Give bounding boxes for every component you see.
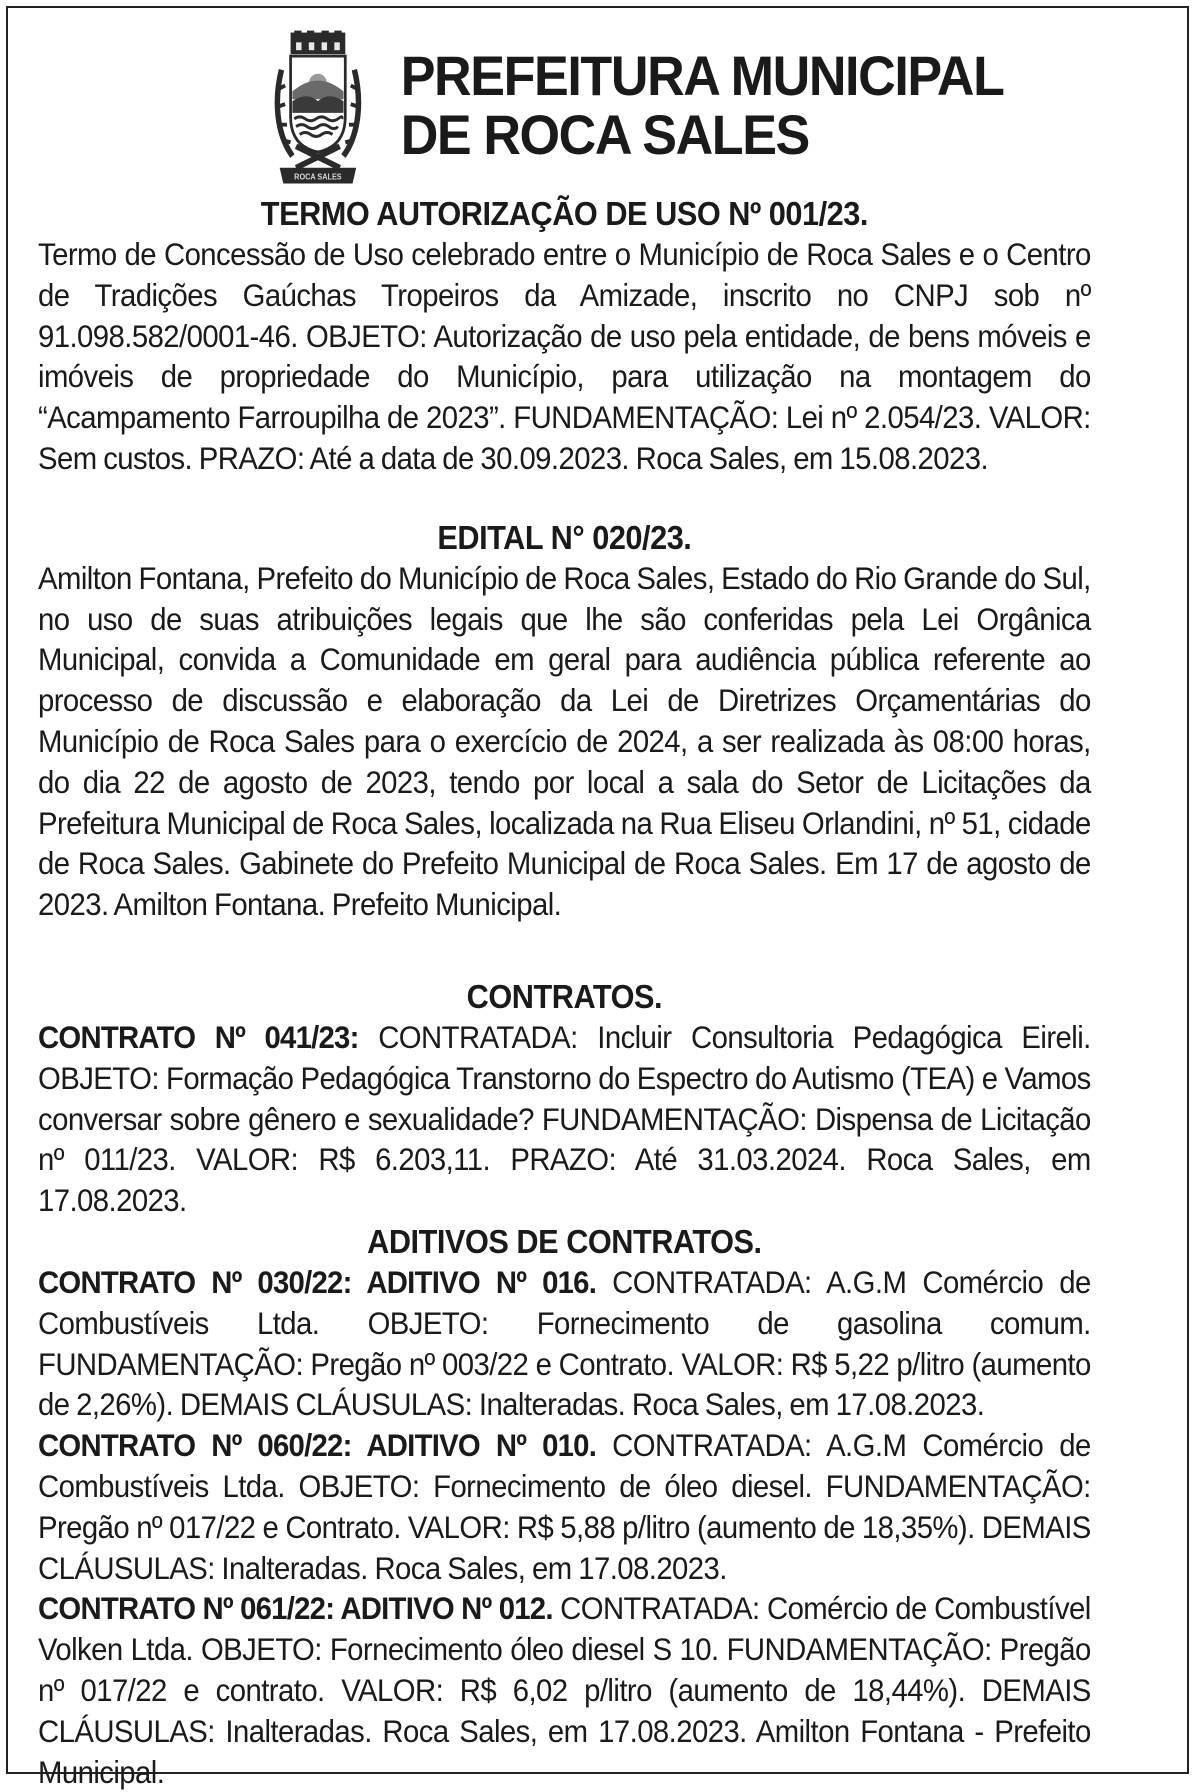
- municipal-coat-of-arms-icon: [272, 30, 363, 188]
- contrato-lead: CONTRATO Nº 041/23:: [38, 1018, 359, 1055]
- page-title-line2: DE ROCA SALES: [400, 103, 809, 166]
- edital-title: EDITAL N° 020/23.: [437, 518, 692, 556]
- publication-content: [38, 8, 1091, 1792]
- termo-title: TERMO AUTORIZAÇÃO DE USO Nº 001/23.: [260, 195, 868, 232]
- aditivo-item: [38, 1262, 1091, 1425]
- svg-text:ROCA SALES: ROCA SALES: [294, 172, 342, 182]
- aditivo-text: CONTRATADA: A.G.M Comércio de Combustíveis Ltda. OBJETO: Fornecimento de óleo diesel. FUNDAMENTAÇÃO: Pregão nº 017/22 e Contrato. VALOR: R$ 5,88 p/litro (aumento de 18,35%). DEMAIS CLÁUSULAS: Inalteradas. Roca Sales, em 17.08.2023.: [38, 1427, 1091, 1586]
- aditivos-section: [38, 1221, 1091, 1792]
- edital-section: [38, 517, 1091, 925]
- termo-section: [38, 193, 1091, 479]
- header: [38, 8, 1091, 193]
- aditivo-lead: CONTRATO Nº 030/22: ADITIVO Nº 016.: [38, 1263, 597, 1300]
- termo-text: Termo de Concessão de Uso celebrado entre o Município de Roca Sales e o Centro de Tradições Gaúchas Tropeiros da Amizade, inscrito no CNPJ sob nº 91.098.582/0001-46. OBJETO: Autorização de uso pela entidade, de bens móveis e imóveis de propriedade do Município, para utilização na montagem do “Acampamento Farroupilha de 2023”. FUNDAMENTAÇÃO: Lei nº 2.054/23. VALOR: Sem custos. PRAZO: Até a data de 30.09.2023. Roca Sales, em 15.08.2023.: [38, 236, 1091, 476]
- aditivo-text: CONTRATADA: Comércio de Combustível Volken Ltda. OBJETO: Fornecimento óleo diesel S 10. FUNDAMENTAÇÃO: Pregão nº 017/22 e contrato. VALOR: R$ 6,02 p/litro (aumento de 18,44%). DEMAIS CLÁUSULAS: Inalteradas. Roca Sales, em 17.08.2023. Amilton Fontana - Prefeito Municipal.: [38, 1590, 1091, 1790]
- aditivo-text: CONTRATADA: A.G.M Comércio de Combustíveis Ltda. OBJETO: Fornecimento de gasolina comum. FUNDAMENTAÇÃO: Pregão nº 003/22 e Contrato. VALOR: R$ 5,22 p/litro (aumento de 2,26%). DEMAIS CLÁUSULAS: Inalteradas. Roca Sales, em 17.08.2023.: [38, 1263, 1091, 1423]
- aditivo-item: [38, 1425, 1091, 1588]
- contrato-item: [38, 1017, 1091, 1221]
- contrato-text: CONTRATADA: Incluir Consultoria Pedagógica Eireli. OBJETO: Formação Pedagógica Transtorno do Espectro do Autismo (TEA) e Vamos conversar sobre gênero e sexualidade? FUNDAMENTAÇÃO: Dispensa de Licitação nº 011/23. VALOR: R$ 6.203,11. PRAZO: Até 31.03.2024. Roca Sales, em 17.08.2023.: [38, 1018, 1091, 1219]
- page-title: [401, 46, 1004, 164]
- contratos-title: CONTRATOS.: [466, 977, 663, 1015]
- edital-text: Amilton Fontana, Prefeito do Município de Roca Sales, Estado do Rio Grande do Sul, no uso de suas atribuições legais que lhe são conferidas pela Lei Orgânica Municipal, convida a Comunidade em geral para audiência pública referente ao processo de discussão e elaboração da Lei de Diretrizes Orçamentárias do Município de Roca Sales para o exercício de 2024, a ser realizada às 08:00 horas, do dia 22 de agosto de 2023, tendo por local a sala do Setor de Licitações da Prefeitura Municipal de Roca Sales, localizada na Rua Eliseu Orlandini, nº 51, cidade de Roca Sales. Gabinete do Prefeito Municipal de Roca Sales. Em 17 de agosto de 2023. Amilton Fontana. Prefeito Municipal.: [38, 559, 1091, 923]
- aditivos-title: ADITIVOS DE CONTRATOS.: [367, 1222, 762, 1260]
- aditivo-item: [38, 1588, 1091, 1792]
- aditivo-lead: CONTRATO Nº 061/22: ADITIVO Nº 012.: [38, 1590, 553, 1627]
- publication-frame: [6, 6, 1189, 1790]
- page-title-line1: PREFEITURA MUNICIPAL: [400, 44, 1004, 107]
- contratos-section: [38, 976, 1091, 1221]
- aditivo-lead: CONTRATO Nº 060/22: ADITIVO Nº 010.: [38, 1427, 597, 1464]
